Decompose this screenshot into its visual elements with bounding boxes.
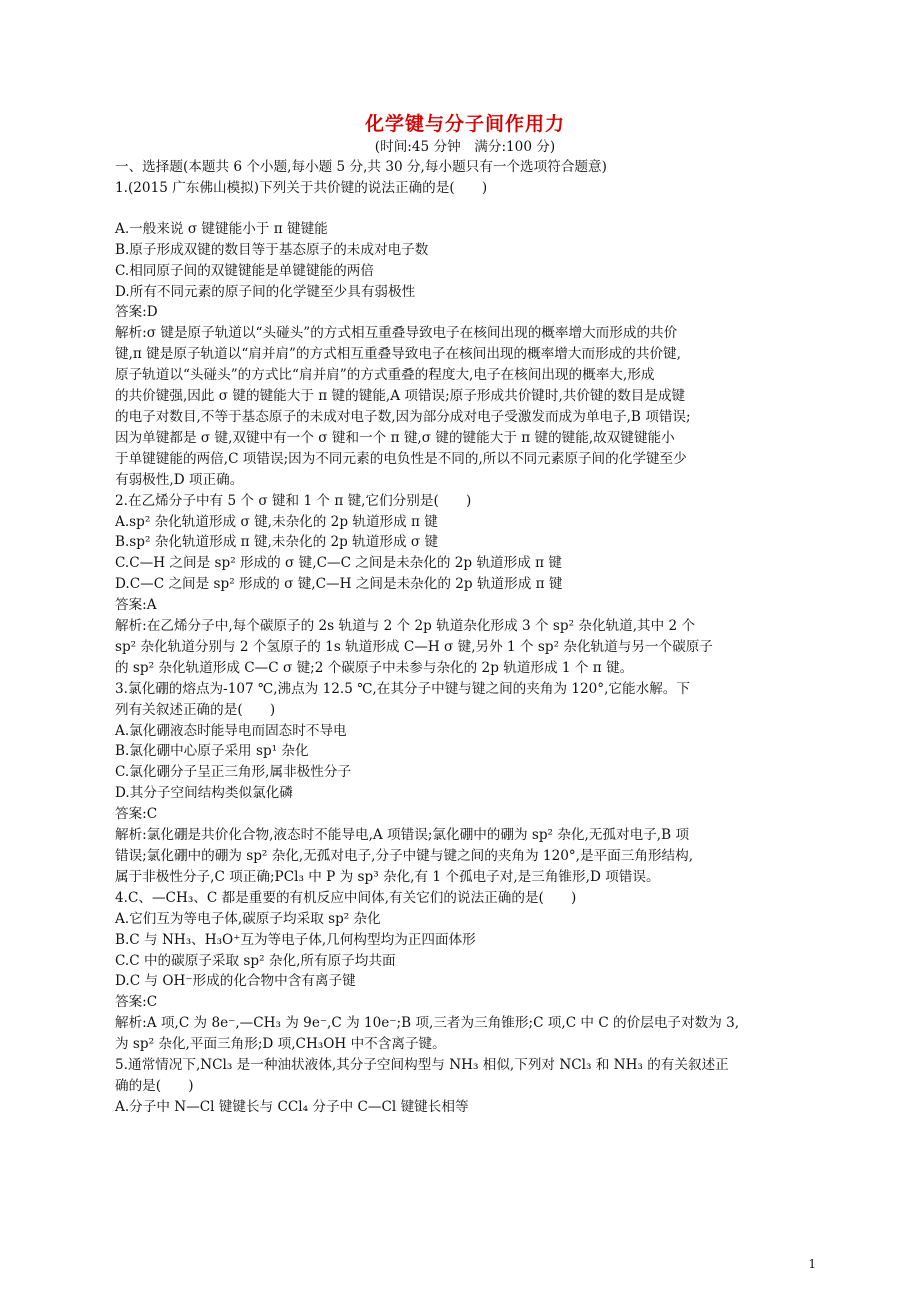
text-line: C.氯化硼分子呈正三角形,属非极性分子	[115, 764, 352, 781]
text-line: 1.(2015 广东佛山模拟)下列关于共价键的说法正确的是( )	[115, 179, 488, 196]
text-line: sp² 杂化轨道分别与 2 个氢原子的 1s 轨道形成 C—H σ 键,另外 1 个 sp² 杂化轨道与另一个碳原子	[115, 638, 713, 655]
text-line: A.分子中 N—Cl 键键长与 CCl₄ 分子中 C—Cl 键键长相等	[115, 1098, 469, 1115]
text-line: 确的是( )	[115, 1077, 194, 1094]
text-line: 的 sp² 杂化轨道形成 C—C σ 键;2 个碳原子中未参与杂化的 2p 轨道形成 1 个 π 键。	[115, 659, 634, 676]
text-line: 有弱极性,D 项正确。	[115, 471, 244, 488]
text-line: 错误;氯化硼中的硼为 sp² 杂化,无孤对电子,分子中键与键之间的夹角为 120°,是平面三角形结构,	[115, 848, 694, 864]
text-line: B.C 与 NH₃、H₃O⁺互为等电子体,几何构型均为正四面体形	[115, 931, 476, 948]
exam-info: (时间:45 分钟 满分:100 分)	[374, 139, 556, 155]
text-line: 2.在乙烯分子中有 5 个 σ 键和 1 个 π 键,它们分别是( )	[115, 492, 472, 509]
text-line: D.所有不同元素的原子间的化学键至少具有弱极性	[115, 283, 416, 300]
text-line: 答案:C	[115, 806, 158, 823]
text-line: 解析:σ 键是原子轨道以“头碰头”的方式相互重叠导致电子在核间出现的概率增大而形成的共价	[115, 325, 678, 342]
text-line: B.原子形成双键的数目等于基态原子的未成对电子数	[115, 241, 429, 258]
text-line: 因为单键都是 σ 键,双键中有一个 σ 键和一个 π 键,σ 键的键能大于 π 键的键能,故双键键能小	[115, 429, 675, 446]
text-line: 解析:A 项,C 为 8e⁻,—CH₃ 为 9e⁻,C 为 10e⁻;B 项,三者为三角锥形;C 项,C 中 C 的价层电子对数为 3,	[115, 1015, 740, 1032]
page-title: 化学键与分子间作用力	[364, 113, 565, 135]
text-line: C.C—H 之间是 sp² 形成的 σ 键,C—C 之间是未杂化的 2p 轨道形成 π 键	[115, 555, 562, 572]
text-line: 的共价键强,因此 σ 键的键能大于 π 键的键能,A 项错误;原子形成共价键时,共价键的数目是成键	[115, 388, 686, 405]
text-line: 原子轨道以“头碰头”的方式比“肩并肩”的方式重叠的程度大,电子在核间出现的概率大,形成	[115, 367, 655, 384]
text-line: C.C 中的碳原子采取 sp² 杂化,所有原子均共面	[115, 952, 396, 969]
text-line: D.C—C 之间是 sp² 形成的 σ 键,C—H 之间是未杂化的 2p 轨道形成 π 键	[115, 576, 563, 593]
text-line: 4.C、—CH₃、C 都是重要的有机反应中间体,有关它们的说法正确的是( )	[115, 889, 577, 906]
text-line: 答案:A	[115, 597, 157, 614]
text-line: 键,π 键是原子轨道以“肩并肩”的方式相互重叠导致电子在核间出现的概率增大而形成的共价键,	[115, 346, 681, 363]
text-line: 解析:氯化硼是共价化合物,液态时不能导电,A 项错误;氯化硼中的硼为 sp² 杂化,无孤对电子,B 项	[115, 827, 690, 844]
page-number: 1	[808, 1257, 816, 1271]
text-line: A.一般来说 σ 键键能小于 π 键键能	[115, 220, 328, 237]
text-line: 于单键键能的两倍,C 项错误;因为不同元素的电负性是不同的,所以不同元素原子间的化学键至少	[115, 450, 687, 467]
text-line: A.它们互为等电子体,碳原子均采取 sp² 杂化	[115, 910, 381, 927]
text-line: 3.氯化硼的熔点为-107 ℃,沸点为 12.5 ℃,在其分子中键与键之间的夹角为 120°,它能水解。下	[115, 680, 690, 697]
text-line	[115, 199, 815, 219]
text-line: D.C 与 OH⁻形成的化合物中含有离子键	[115, 973, 356, 990]
text-line: 解析:在乙烯分子中,每个碳原子的 2s 轨道与 2 个 2p 轨道杂化形成 3 个 sp² 杂化轨道,其中 2 个	[115, 618, 696, 635]
text-line: D.其分子空间结构类似氯化磷	[115, 785, 293, 802]
text-line: 为 sp² 杂化,平面三角形;D 项,CH₃OH 中不含离子键。	[115, 1036, 446, 1053]
text-line: 列有关叙述正确的是( )	[115, 701, 276, 718]
text-line: 属于非极性分子,C 项正确;PCl₃ 中 P 为 sp³ 杂化,有 1 个孤电子对,是三角锥形,D 项错误。	[115, 868, 660, 885]
text-line: 一、选择题(本题共 6 个小题,每小题 5 分,共 30 分,每小题只有一个选项符合题意)	[115, 159, 607, 175]
text-line: 答案:D	[115, 304, 158, 321]
text-line: B.sp² 杂化轨道形成 π 键,未杂化的 2p 轨道形成 σ 键	[115, 534, 439, 551]
text-line: 答案:C	[115, 994, 158, 1011]
question-text	[115, 157, 815, 1118]
text-line: A.sp² 杂化轨道形成 σ 键,未杂化的 2p 轨道形成 π 键	[115, 513, 438, 530]
text-line: C.相同原子间的双键键能是单键键能的两倍	[115, 262, 374, 279]
document-body	[115, 112, 815, 1118]
text-line: 5.通常情况下,NCl₃ 是一种油状液体,其分子空间构型与 NH₃ 相似,下列对 NCl₃ 和 NH₃ 的有关叙述正	[115, 1057, 729, 1074]
text-line: A.氯化硼液态时能导电而固态时不导电	[115, 722, 347, 739]
text-line: 的电子对数目,不等于基态原子的未成对电子数,因为部分成对电子受激发而成为单电子,B 项错误;	[115, 408, 691, 425]
text-line: B.氯化硼中心原子采用 sp¹ 杂化	[115, 743, 309, 760]
